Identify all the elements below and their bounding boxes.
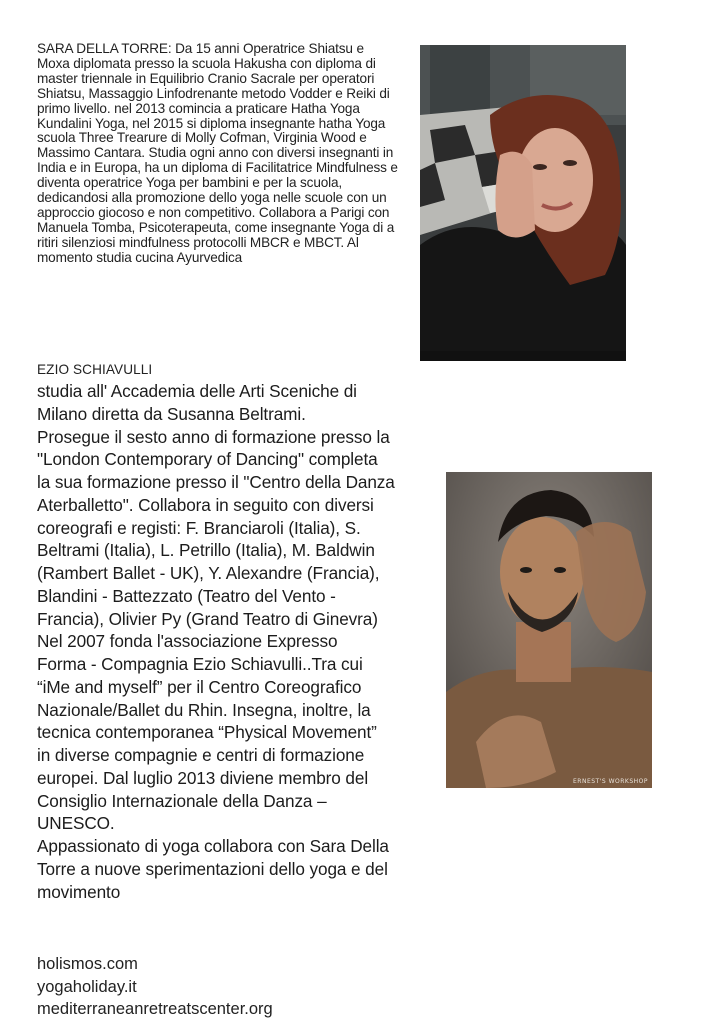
sara-bio-text: SARA DELLA TORRE: Da 15 anni Operatrice Shiatsu e Moxa diplomata presso la scuola Hakusha con diploma di master triennale in Equilibrio Cranio Sacrale per operatori Shiatsu, Massaggio Linfodrenante metodo Vodder e Reiki di primo livello. nel 2013 comincia a praticare Hatha Yoga Kundalini Yoga, nel 2015 si diploma insegnante hatha Yoga scuola Three Trearure di Molly Cofman, Virginia Wood e Massimo Cantara. Studia ogni anno con diversi insegnanti in India e in Europa, ha un diploma di Facilitatrice Mindfulness e diventa operatrice Yoga per bambini e per la scuola, dedicandosi alla promozione dello yoga nelle scuole con un approccio giocoso e non competitivo. Collabora a Parigi con Manuela Tomba, Psicoterapeuta, come insegnante Yoga di a ritiri silenziosi mindfulness protocolli MBCR e MBCT. Al momento studia cucina Ayurvedica [37, 41, 398, 265]
ezio-name-heading: EZIO SCHIAVULLI [37, 362, 153, 377]
ezio-bio-text: studia all' Accademia delle Arti Sceniche di Milano diretta da Susanna Beltrami. Prosegue il sesto anno di formazione presso la "London Contemporary of Dancing" completa la sua formazione presso il "Centro della Danza Aterballetto". Collabora in seguito con diversi coreografi e registi: F. Branciaroli (Italia), S. Beltrami (Italia), L. Petrillo (Italia), M. Baldwin (Rambert Ballet - UK), Y. Alexandre (Francia), Blandini - Battezzato (Teatro del Vento - Francia), Olivier Py (Grand Teatro di Ginevra) Nel 2007 fonda l'associazione Expresso Forma - Compagnia Ezio Schiavulli..Tra cui “iMe and myself” per il Centro Coreografico Nazionale/Ballet du Rhin. Insegna, inoltre, la tecnica contemporanea “Physical Movement” in diverse compagnie e centri di formazione europei. Dal luglio 2013 diviene membro del Consiglio Internazionale della Danza – UNESCO. Appassionato di yoga collabora con Sara Della Torre a nuove sperimentazioni dello yoga e del movimento [37, 381, 395, 902]
link-yogaholiday[interactable]: yogaholiday.it [37, 977, 137, 996]
website-links [37, 953, 273, 1021]
link-holismos[interactable]: holismos.com [37, 955, 138, 973]
photo-credit-text: ERNEST'S WORKSHOP [573, 778, 648, 785]
ezio-portrait-photo [446, 472, 652, 788]
sara-portrait-photo [420, 45, 626, 361]
sara-portrait-image [420, 45, 626, 361]
link-mediterranean-retreats[interactable]: mediterraneanretreatscenter.org [37, 1000, 273, 1018]
ezio-portrait-image [446, 472, 652, 788]
